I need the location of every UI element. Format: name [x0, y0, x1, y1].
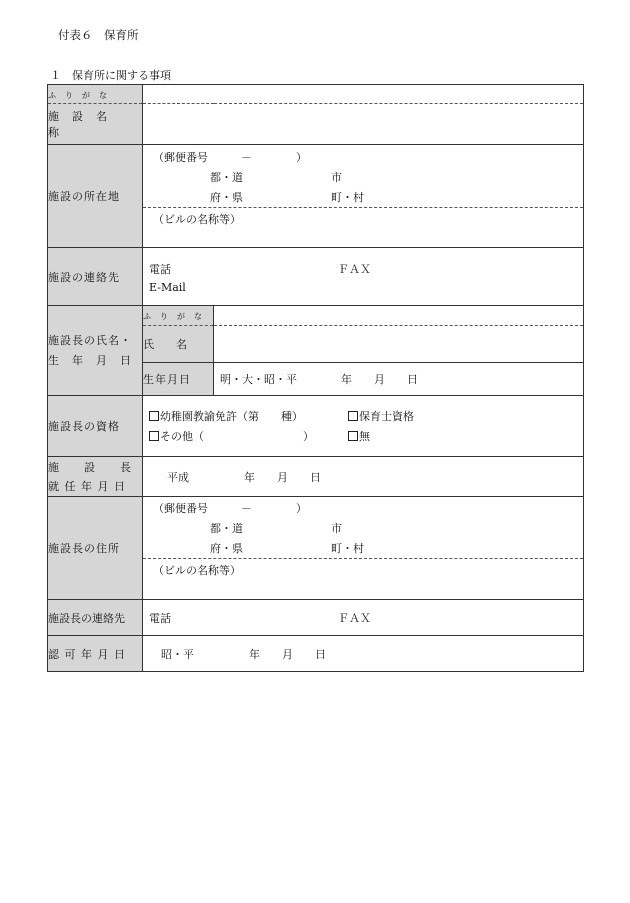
director-name-field[interactable]: [214, 326, 584, 363]
phone-label: 電話: [149, 263, 171, 276]
facility-address-label: 施設の所在地: [48, 145, 143, 248]
fax-label: ＦＡＸ: [338, 263, 371, 276]
document-title: 付表６ 保育所: [58, 28, 139, 42]
facility-contact-label: 施設の連絡先: [48, 248, 143, 306]
fax-label: ＦＡＸ: [338, 612, 371, 625]
nursery-qualification-text: 保育士資格: [359, 410, 414, 423]
phone-label: 電話: [149, 612, 171, 625]
director-furigana-label: ふりがな: [143, 306, 214, 326]
other-qualification-text: その他（ ）: [160, 430, 314, 443]
nursery-checkbox[interactable]: [348, 411, 358, 421]
prefecture-text-2: 府・県: [210, 191, 243, 204]
kindergarten-license-text: 幼稚園教諭免許（第 種）: [160, 410, 303, 423]
prefecture-text: 都・道: [210, 522, 243, 535]
none-qualification-text: 無: [359, 430, 370, 443]
other-checkbox[interactable]: [149, 431, 159, 441]
postal-code-text: （郵便番号 － ）: [153, 151, 307, 164]
facility-contact-field[interactable]: [143, 248, 584, 306]
building-name-text: （ビルの名称等）: [153, 564, 241, 577]
director-contact-label: 施設長の連絡先: [48, 600, 143, 636]
facility-furigana-field[interactable]: [143, 85, 584, 104]
furigana-label: ふりがな: [48, 85, 143, 104]
facility-name-label: 施設名称: [48, 104, 143, 145]
dashed-divider: [143, 558, 583, 559]
prefecture-text: 都・道: [210, 171, 243, 184]
kindergarten-checkbox[interactable]: [149, 411, 159, 421]
director-address-label: 施設長の住所: [48, 497, 143, 600]
email-label: E-Mail: [149, 281, 186, 294]
dashed-divider: [143, 207, 583, 208]
qualification-field: [143, 396, 584, 457]
approval-date-label: 認 可 年 月 日: [48, 636, 143, 672]
postal-code-text: （郵便番号 － ）: [153, 502, 307, 515]
section-heading: １ 保育所に関する事項: [50, 69, 171, 82]
town-text: 町・村: [331, 542, 364, 555]
town-text: 町・村: [331, 191, 364, 204]
facility-address-field[interactable]: [143, 145, 584, 248]
appointed-date-field[interactable]: 平成 年 月 日: [143, 457, 584, 497]
director-address-field[interactable]: [143, 497, 584, 600]
qualification-label: 施設長の資格: [48, 396, 143, 457]
nursery-info-form: [47, 84, 584, 672]
director-name-dob-label: 施設長の氏名・ 生 年 月 日: [48, 306, 143, 396]
appointed-date-label: 施 設 長 就 任 年 月 日: [48, 457, 143, 497]
facility-name-field[interactable]: [143, 104, 584, 145]
building-name-text: （ビルの名称等）: [153, 213, 241, 226]
approval-date-field[interactable]: 昭・平 年 月 日: [143, 636, 584, 672]
city-text: 市: [331, 171, 342, 184]
director-contact-field[interactable]: [143, 600, 584, 636]
director-dob-field[interactable]: 明・大・昭・平 年 月 日: [214, 363, 584, 396]
prefecture-text-2: 府・県: [210, 542, 243, 555]
director-dob-label: 生年月日: [143, 363, 214, 396]
city-text: 市: [331, 522, 342, 535]
director-name-label: 氏 名: [143, 326, 214, 363]
director-furigana-field[interactable]: [214, 306, 584, 326]
none-checkbox[interactable]: [348, 431, 358, 441]
